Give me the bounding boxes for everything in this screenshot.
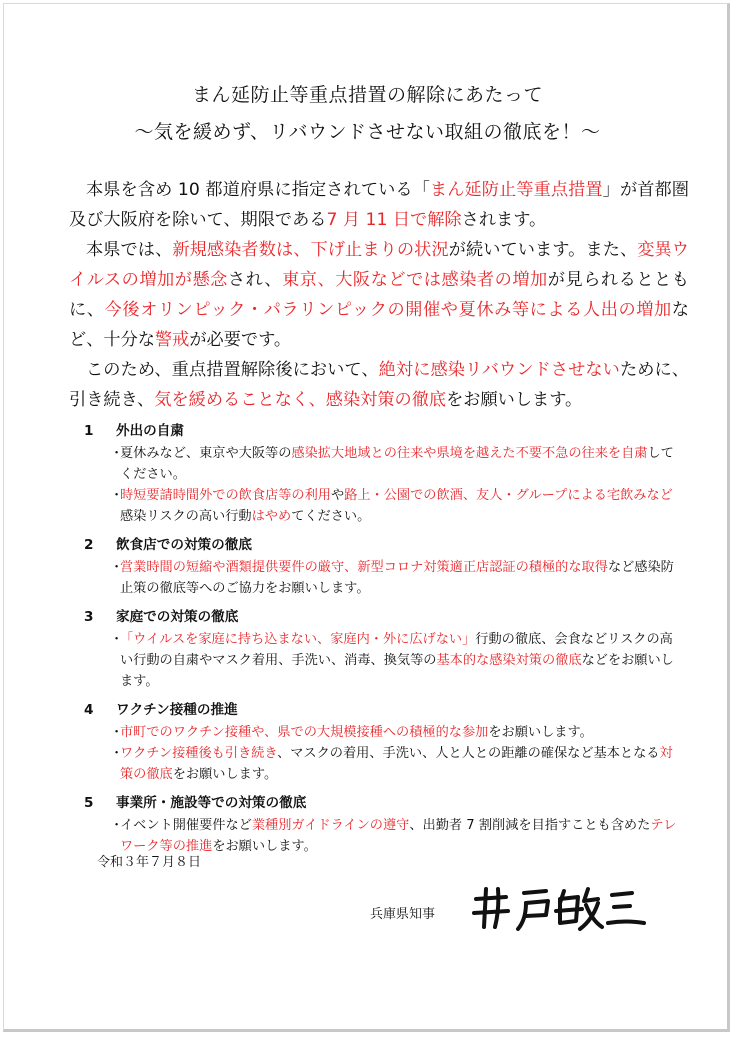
list-item	[84, 629, 684, 692]
list-item	[84, 557, 684, 599]
item-segment-text: 夏休みなど、東京や大阪等の	[120, 446, 292, 461]
intro-segment-text: ために、引き続き、	[69, 360, 689, 410]
section-number: 5	[84, 795, 94, 811]
intro-segment-text: が見られるとともに、	[69, 270, 689, 320]
measures-list	[84, 421, 684, 865]
item-segment-highlight: 営業時間の短縮や酒類提供要件の厳守、新型コロナ対策適正店認証の積極的な取得	[120, 560, 608, 575]
document-subtitle: 〜気を緩めず、リバウンドさせない取組の徹底を！〜	[134, 121, 601, 143]
item-segment-highlight: はやめ	[251, 509, 292, 524]
item-segment-highlight: 感染拡大地域との往来や県境を越えた不要不急の往来を自粛	[291, 446, 648, 461]
list-item	[84, 443, 684, 485]
section-number: 3	[84, 609, 94, 625]
measure-section	[84, 535, 684, 599]
item-segment-highlight: 対策の徹底	[120, 746, 673, 782]
section-heading	[84, 421, 684, 442]
item-segment-text: や	[331, 488, 345, 503]
item-segment-text: 行動の徹底、会食などリスクの高い行動の自粛やマスク着用、手洗い、消毒、換気等の	[120, 632, 673, 668]
intro-segment-text: をお願いします。	[446, 390, 583, 410]
item-segment-text: 感染リスクの高い行動	[120, 509, 252, 524]
section-title: 家庭での対策の徹底	[116, 609, 239, 625]
item-segment-text: 、出勤者 7 割削減を目指すことも含めた	[409, 818, 651, 833]
item-segment-text: してください。	[120, 446, 674, 482]
intro-segment-text: 本県では、	[86, 240, 173, 260]
item-segment-text: などをお願いします。	[120, 653, 674, 689]
governor-signature	[468, 881, 648, 937]
item-segment-text: など感染防止策の徹底等へのご協力をお願いします。	[120, 560, 674, 596]
intro-block	[69, 175, 689, 415]
intro-segment-highlight: まん延防止等重点措置	[429, 180, 603, 200]
section-heading	[84, 793, 684, 814]
bullet-icon: ・	[110, 446, 124, 461]
intro-paragraph-1	[69, 175, 689, 235]
intro-segment-highlight: 絶対に感染リバウンドさせない	[378, 360, 620, 380]
bullet-icon: ・	[110, 746, 124, 761]
intro-segment-highlight: 東京、大阪などでは感染者の増加	[282, 270, 548, 290]
section-number: 4	[84, 702, 94, 718]
item-segment-highlight: 業種別ガイドラインの遵守	[251, 818, 410, 833]
bullet-icon: ・	[110, 488, 124, 503]
governor-title: 兵庫県知事	[370, 907, 436, 922]
intro-segment-text: が続いています。また、	[448, 240, 638, 260]
document-title: まん延防止等重点措置の解除にあたって	[191, 84, 543, 106]
intro-segment-text: 」が首都圏及び大阪府を除いて、期限である	[69, 180, 689, 230]
measure-section	[84, 793, 684, 857]
item-segment-highlight: 路上・公園での飲酒、友人・グループによる宅飲みなど	[344, 488, 673, 503]
item-segment-text: イベント開催要件など	[120, 818, 252, 833]
bullet-icon: ・	[110, 632, 124, 647]
bullet-icon: ・	[110, 818, 124, 833]
item-segment-text: てください。	[291, 509, 371, 524]
intro-segment-text: されます。	[461, 210, 547, 230]
section-number: 1	[84, 423, 94, 439]
intro-segment-highlight: 新規感染者数は、下げ止まりの状況	[172, 240, 449, 260]
bullet-icon: ・	[110, 725, 124, 740]
item-segment-highlight: 時短要請時間外での飲食店等の利用	[120, 488, 331, 503]
item-segment-highlight: ワクチン接種後も引き続き	[120, 746, 278, 761]
list-item	[84, 722, 684, 743]
item-segment-text: をお願いします。	[212, 839, 317, 854]
section-title: 事業所・施設等での対策の徹底	[116, 795, 307, 811]
intro-segment-text: など、十分な	[69, 300, 689, 350]
item-segment-highlight: 「ウイルスを家庭に持ち込まない、家庭内・外に広げない」	[120, 632, 476, 647]
measure-section	[84, 700, 684, 785]
item-segment-highlight: 市町でのワクチン接種や、県での大規模接種への積極的な参加	[120, 725, 489, 740]
item-segment-highlight: 基本的な感染対策の徹底	[436, 653, 582, 668]
item-segment-text: 、マスクの着用、手洗い、人と人との距離の確保など基本となる	[277, 746, 660, 761]
section-heading	[84, 535, 684, 556]
measure-section	[84, 607, 684, 692]
measure-section	[84, 421, 684, 527]
intro-segment-highlight: 今後オリンピック・パラリンピックの開催や夏休み等による人出の増加	[104, 300, 672, 320]
list-item	[84, 485, 684, 527]
intro-segment-highlight: 気を緩めることなく、感染対策の徹底	[154, 390, 447, 410]
section-heading	[84, 700, 684, 721]
issue-date: 令和３年７月８日	[97, 855, 202, 870]
intro-segment-text: され、	[227, 270, 283, 290]
intro-paragraph-3	[69, 355, 689, 415]
section-number: 2	[84, 537, 94, 553]
intro-segment-highlight: 警戒	[154, 330, 190, 350]
list-item	[84, 743, 684, 785]
intro-segment-text: が必要です。	[189, 330, 292, 350]
section-title: ワクチン接種の推進	[116, 702, 238, 718]
item-segment-highlight: テレワーク等の推進	[120, 818, 677, 854]
item-segment-text: をお願いします。	[172, 767, 278, 782]
intro-segment-highlight: 変異ウイルスの増加が懸念	[69, 240, 689, 290]
intro-segment-text: 本県を含め 10 都道府県に指定されている「	[86, 180, 430, 200]
intro-paragraph-2	[69, 235, 689, 355]
intro-segment-highlight: 7 月 11 日で解除	[326, 210, 462, 230]
section-title: 外出の自粛	[116, 423, 184, 439]
item-segment-text: をお願いします。	[488, 725, 593, 740]
section-title: 飲食店での対策の徹底	[116, 537, 252, 553]
intro-segment-text: このため、重点措置解除後において、	[86, 360, 379, 380]
section-heading	[84, 607, 684, 628]
bullet-icon: ・	[110, 560, 124, 575]
